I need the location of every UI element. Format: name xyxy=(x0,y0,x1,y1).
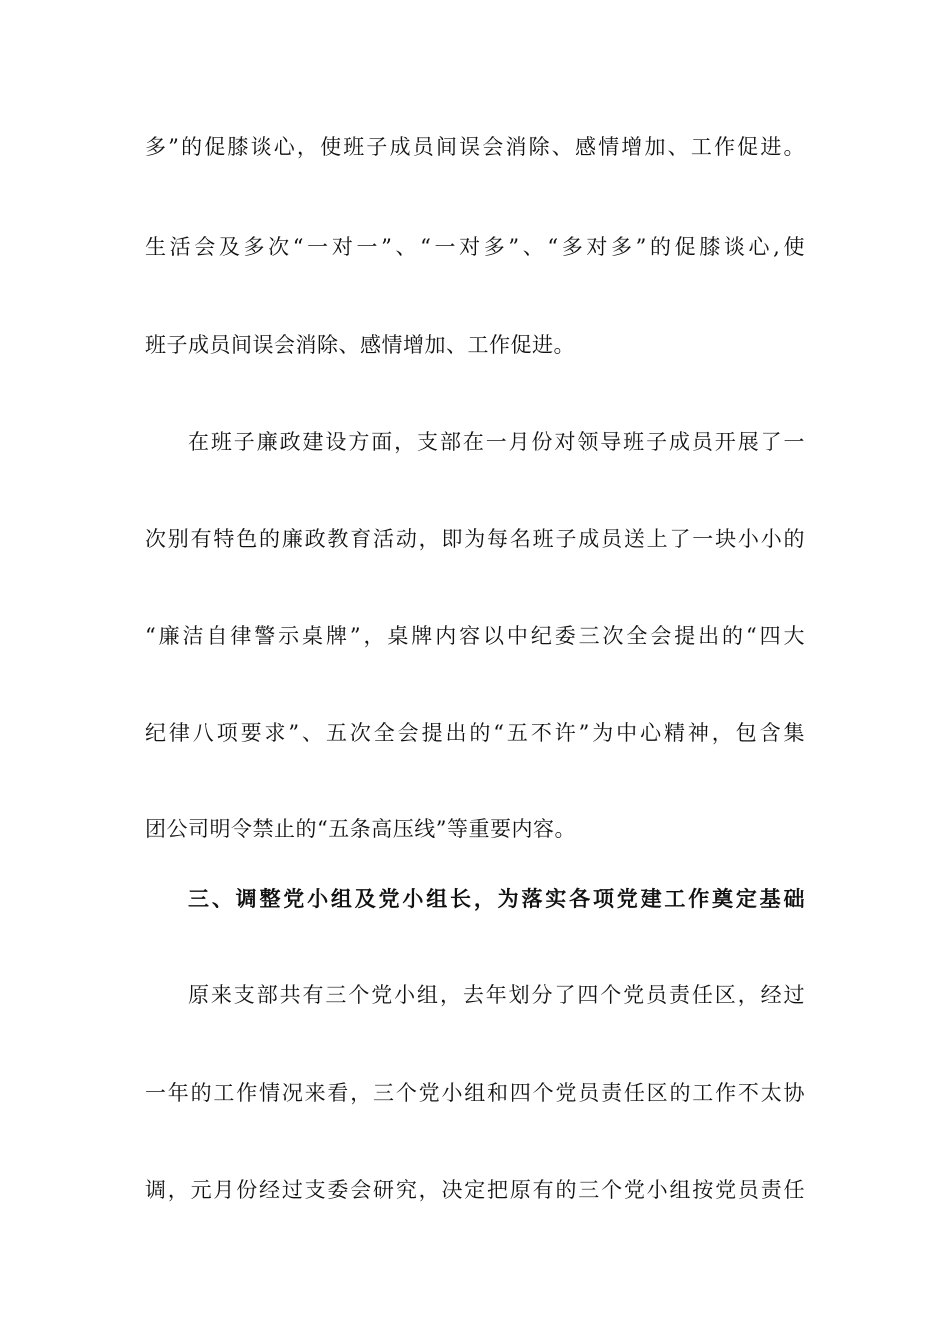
paragraph-line-11: 调，元月份经过支委会研究，决定把原有的三个党小组按党员责任 xyxy=(145,1178,805,1202)
paragraph-line-5: 次别有特色的廉政教育活动，即为每名班子成员送上了一块小小的 xyxy=(145,527,805,551)
paragraph-line-7: 纪律八项要求”、五次全会提出的“五不许”为中心精神，包含集 xyxy=(145,721,805,745)
paragraph-line-4: 在班子廉政建设方面，支部在一月份对领导班子成员开展了一 xyxy=(188,430,805,454)
paragraph-line-9: 原来支部共有三个党小组，去年划分了四个党员责任区，经过 xyxy=(188,983,805,1007)
paragraph-line-1: 多”的促膝谈心，使班子成员间误会消除、感情增加、工作促进。 xyxy=(145,135,805,159)
paragraph-line-6: “廉洁自律警示桌牌”，桌牌内容以中纪委三次全会提出的“四大 xyxy=(145,624,805,648)
paragraph-line-3: 班子成员间误会消除、感情增加、工作促进。 xyxy=(145,333,575,357)
paragraph-line-10: 一年的工作情况来看，三个党小组和四个党员责任区的工作不太协 xyxy=(145,1081,805,1105)
paragraph-line-2: 生活会及多次“一对一”、“一对多”、“多对多”的促膝谈心,使 xyxy=(145,235,805,259)
section-heading: 三、调整党小组及党小组长，为落实各项党建工作奠定基础 xyxy=(188,886,805,911)
paragraph-line-8: 团公司明令禁止的“五条高压线”等重要内容。 xyxy=(145,817,576,841)
